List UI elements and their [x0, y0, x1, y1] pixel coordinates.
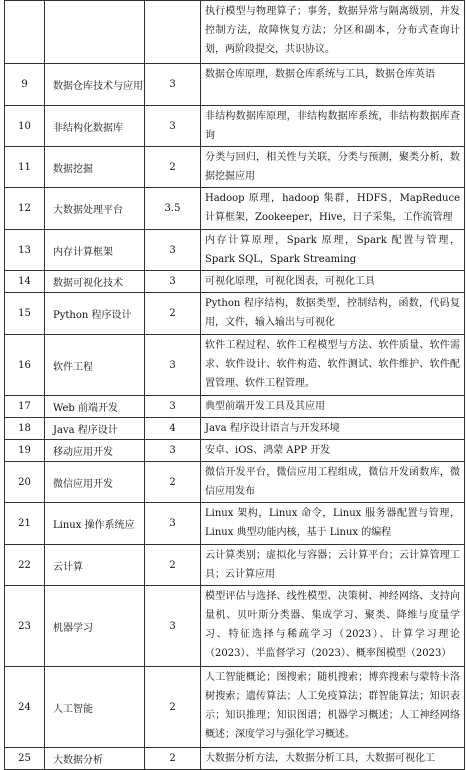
credit-hours [145, 1, 201, 64]
credit-hours: 2 [145, 545, 201, 586]
course-content: 大数据分析方法，大数据分析工具，大数据可视化工 [201, 748, 465, 770]
table-row [5, 106, 465, 147]
course-content: 分类与回归，相关性与关联，分类与预测，聚类分析，数据挖掘应用 [201, 147, 465, 188]
table-row [5, 1, 465, 64]
table-row [5, 545, 465, 586]
course-name: 大数据分析 [45, 748, 145, 770]
course-content: 人工智能概论；图搜索；随机搜索；博弈搜索与蒙特卡洛树搜索；遗传算法；人工免疫算法；群智能算法；知识表示；知识推理；知识图谱；机器学习概述；人工神经网络概述；深度学习与强化学习概述。 [201, 667, 465, 748]
credit-hours: 2 [145, 462, 201, 503]
credit-hours: 3 [145, 586, 201, 667]
course-content: 内存计算原理，Spark 原理，Spark 配置与管理，Spark SQL，Spark Streaming [201, 230, 465, 271]
row-number [5, 1, 45, 64]
table-row [5, 188, 465, 230]
table-row [5, 418, 465, 440]
table-row [5, 271, 465, 293]
credit-hours: 3 [145, 271, 201, 293]
row-number: 9 [5, 64, 45, 106]
row-number: 10 [5, 106, 45, 147]
course-name: 微信应用开发 [45, 462, 145, 503]
credit-hours: 3 [145, 503, 201, 545]
course-content: 典型前端开发工具及其应用 [201, 396, 465, 418]
course-name: 云计算 [45, 545, 145, 586]
row-number: 21 [5, 503, 45, 545]
table-row [5, 293, 465, 335]
course-name: 非结构化数据库 [45, 106, 145, 147]
course-name [45, 1, 145, 64]
credit-hours: 3 [145, 396, 201, 418]
row-number: 16 [5, 335, 45, 396]
table-row [5, 147, 465, 188]
row-number: 12 [5, 188, 45, 230]
row-number: 15 [5, 293, 45, 335]
course-name: 数据挖掘 [45, 147, 145, 188]
credit-hours: 2 [145, 748, 201, 770]
table-row [5, 667, 465, 748]
table-row [5, 586, 465, 667]
course-content: 微信开发平台，微信应用工程组成，微信开发函数库，微信应用发布 [201, 462, 465, 503]
course-content: 安卓、iOS、鸿蒙 APP 开发 [201, 440, 465, 462]
row-number: 20 [5, 462, 45, 503]
row-number: 17 [5, 396, 45, 418]
credit-hours: 3 [145, 440, 201, 462]
row-number: 13 [5, 230, 45, 271]
course-content: Python 程序结构，数据类型，控制结构，函数，代码复用，文件，输入输出与可视化 [201, 293, 465, 335]
credit-hours: 2 [145, 667, 201, 748]
row-number: 22 [5, 545, 45, 586]
row-number: 18 [5, 418, 45, 440]
course-content: Hadoop 原理，hadoop 集群，HDFS，MapReduce 计算框架，Zookeeper，Hive，日子采集，工作流管理 [201, 188, 465, 230]
course-content: 云计算类别；虚拟化与容器；云计算平台；云计算管理工具；云计算应用 [201, 545, 465, 586]
course-name: 内存计算框架 [45, 230, 145, 271]
row-number: 25 [5, 748, 45, 770]
table-row [5, 335, 465, 396]
course-name: 移动应用开发 [45, 440, 145, 462]
table-row [5, 462, 465, 503]
course-name: 数据仓库技术与应用 [45, 64, 145, 106]
course-content: 软件工程过程、软件工程模型与方法、软件质量、软件需求、软件设计、软件构造、软件测试、软件维护、软件配置管理、软件工程管理。 [201, 335, 465, 396]
row-number: 24 [5, 667, 45, 748]
row-number: 23 [5, 586, 45, 667]
credit-hours: 3 [145, 335, 201, 396]
credit-hours: 2 [145, 293, 201, 335]
table-row [5, 64, 465, 106]
course-name: 数据可视化技术 [45, 271, 145, 293]
course-content: Linux 架构，Linux 命令，Linux 服务器配置与管理，Linux 典型功能内核，基于 Linux 的编程 [201, 503, 465, 545]
table-row [5, 440, 465, 462]
course-name: Web 前端开发 [45, 396, 145, 418]
row-number: 14 [5, 271, 45, 293]
course-name: 机器学习 [45, 586, 145, 667]
course-content: 可视化原理，可视化图表，可视化工具 [201, 271, 465, 293]
course-name: Python 程序设计 [45, 293, 145, 335]
course-name: 人工智能 [45, 667, 145, 748]
course-content: 非结构数据库原理，非结构数据库系统，非结构数据库查询 [201, 106, 465, 147]
row-number: 19 [5, 440, 45, 462]
course-content: 数据仓库原理，数据仓库系统与工具，数据仓库英语 [201, 64, 465, 106]
row-number: 11 [5, 147, 45, 188]
table-row [5, 748, 465, 770]
course-content: Java 程序设计语言与开发环境 [201, 418, 465, 440]
credit-hours: 4 [145, 418, 201, 440]
course-table [4, 0, 465, 770]
credit-hours: 3 [145, 106, 201, 147]
table-row [5, 396, 465, 418]
course-content: 模型评估与选择、线性模型、决策树、神经网络、支持向量机、贝叶斯分类器、集成学习、聚类、降维与度量学习、特征选择与稀疏学习（2023）、计算学习理论（2023）、半监督学习（2023）、概率图模型（2023） [201, 586, 465, 667]
course-name: 大数据处理平台 [45, 188, 145, 230]
table-row [5, 230, 465, 271]
table-row [5, 503, 465, 545]
credit-hours: 3.5 [145, 188, 201, 230]
course-name: Java 程序设计 [45, 418, 145, 440]
course-content: 执行模型与物理算子；事务，数据异常与隔离级别，并发控制方法，故障恢复方法；分区和副本，分布式查询计划，两阶段提交，共识协议。 [201, 1, 465, 64]
course-name: 软件工程 [45, 335, 145, 396]
course-name: Linux 操作系统应 [45, 503, 145, 545]
credit-hours: 3 [145, 230, 201, 271]
credit-hours: 3 [145, 64, 201, 106]
credit-hours: 2 [145, 147, 201, 188]
